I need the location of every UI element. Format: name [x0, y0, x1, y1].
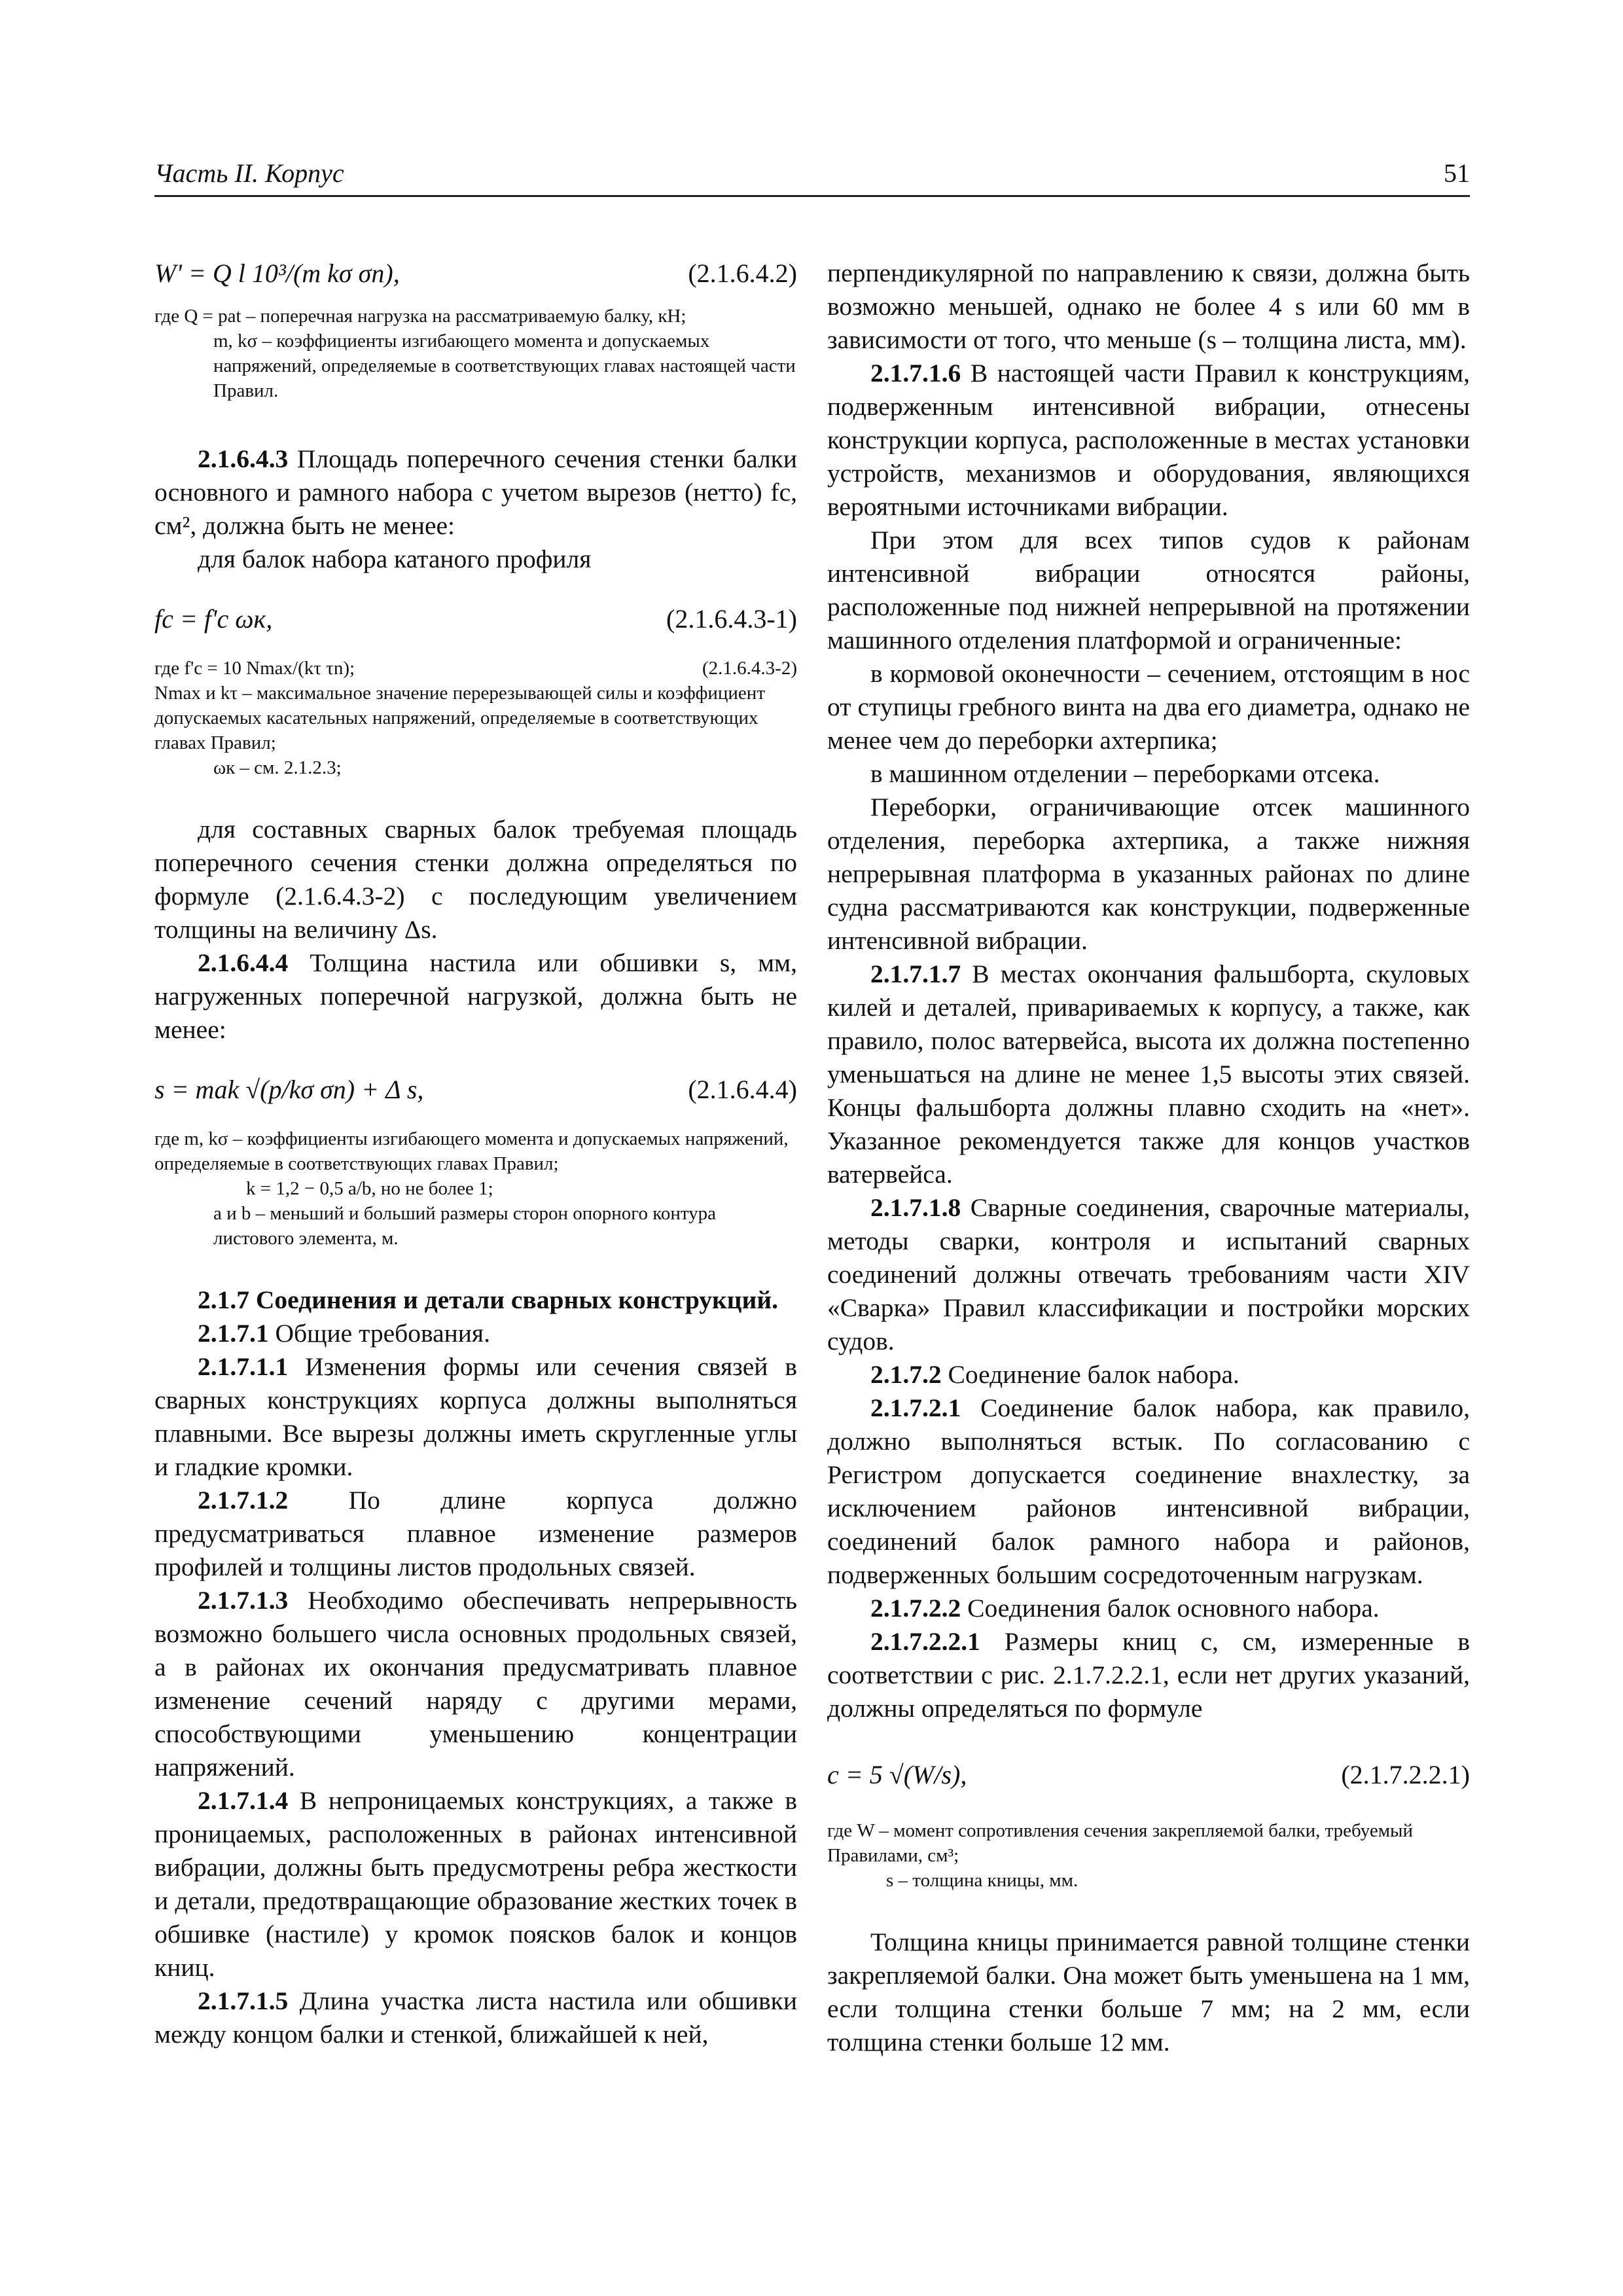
legend-item: где Q = pat – поперечная нагрузка на рассматриваемую балку, кН;	[154, 306, 687, 327]
formula-legend	[827, 1818, 1470, 1893]
paragraph: для составных сварных балок требуемая площадь поперечного сечения стенки должна определяться по формуле (2.1.6.4.3-2) с последующим увеличением толщины на величину Δs.	[154, 815, 797, 944]
paragraph: Толщина кницы принимается равной толщине стенки закрепляемой балки. Она может быть уменьшена на 1 мм, если толщина стенки больше 7 мм; на 2 мм, если толщина стенки больше 12 мм.	[827, 1928, 1470, 2056]
formula-number: (2.1.6.4.4)	[688, 1075, 797, 1104]
paragraph: 2.1.6.4.3 Площадь поперечного сечения стенки балки основного и рамного набора с учетом вырезов (нетто) fс, см², должна быть не менее:	[154, 444, 797, 540]
formula-legend	[154, 656, 797, 780]
formula-2-1-6-4-2: W' = Q l 10³/(m kσ σn), (2.1.6.4.2)	[154, 257, 797, 291]
paragraph: 2.1.7.1.4 В непроницаемых конструкциях, а также в проницаемых, расположенных в районах интенсивной вибрации, должны быть предусмотрены ребра жесткости и детали, предотвращающие образование жестких точек в обшивке (настиле) у кромок поясков балок и концов книц.	[154, 1786, 797, 1982]
paragraph: 2.1.7.2.1 Соединение балок набора, как правило, должно выполняться встык. По согласованию с Регистром допускается соединение внахлестку, за исключением районов интенсивной вибрации, соединений балок рамного набора и районов, подверженных большим сосредоточенным нагрузкам.	[827, 1393, 1470, 1589]
paragraph: 2.1.7.1.8 Сварные соединения, сварочные материалы, методы сварки, контроля и испытаний сварных соединений должны отвечать требованиям части XIV «Сварка» Правил классификации и постройки морских судов.	[827, 1193, 1470, 1355]
legend-item: s – толщина кницы, мм.	[886, 1870, 1079, 1891]
running-title: Часть II. Корпус	[154, 158, 344, 188]
legend-item: где W – момент сопротивления сечения закрепляемой балки, требуемый Правилами, см³;	[827, 1820, 1414, 1866]
paragraph: Переборки, ограничивающие отсек машинного отделения, переборка ахтерпика, а также нижняя непрерывная платформа в указанных районах по длине судна рассматриваются как конструкции, подверженные интенсивной вибрации.	[827, 793, 1470, 955]
legend-item: m, kσ – коэффициенты изгибающего момента и допускаемых напряжений, определяемые в соответствующих главах настоящей части Правил.	[213, 331, 796, 401]
left-column	[154, 257, 797, 2051]
formula-legend	[154, 304, 797, 403]
legend-item: k = 1,2 − 0,5 a/b, но не более 1;	[246, 1178, 493, 1199]
paragraph: в кормовой оконечности – сечением, отстоящим в нос от ступицы гребного винта на два его диаметра, однако не менее чем до переборки ахтерпика;	[827, 659, 1470, 755]
paragraph: 2.1.6.4.4 Толщина настила или обшивки s, мм, нагруженных поперечной нагрузкой, должна быть не менее:	[154, 948, 797, 1044]
paragraph: При этом для всех типов судов к районам интенсивной вибрации относятся районы, расположенные под нижней непрерывной на протяжении машинного отделения платформой и ограниченные:	[827, 526, 1470, 655]
legend-item: Nmax и kτ – максимальное значение перерезывающей силы и коэффициент допускаемых касательных напряжений, определяемые в соответствующих главах Правил;	[154, 683, 765, 753]
paragraph: 2.1.7.1 Общие требования.	[198, 1319, 490, 1348]
legend-item: где f'с = 10 Nmax/(kτ τn); (2.1.6.4.3-2)	[154, 658, 797, 679]
paragraph: 2.1.7.1.3 Необходимо обеспечивать непрерывность возможно большего числа основных продольных связей, а в районах их окончания предусматривать плавное изменение сечений наряду с другими мерами, способствующими уменьшению концентрации напряжений.	[154, 1586, 797, 1782]
formula-2-1-7-2-2-1: c = 5 √(W/s), (2.1.7.2.2.1)	[827, 1758, 1470, 1792]
paragraph: 2.1.7.2 Соединение балок набора.	[870, 1360, 1240, 1389]
paragraph: 2.1.7.1.5 Длина участка листа настила или обшивки между концом балки и стенкой, ближайшей к ней,	[154, 1986, 797, 2049]
formula-2-1-6-4-4: s = mak √(p/kσ σn) + Δ s, (2.1.6.4.4)	[154, 1073, 797, 1107]
legend-item: где m, kσ – коэффициенты изгибающего момента и допускаемых напряжений, определяемые в соответствующих главах Правил;	[154, 1128, 789, 1174]
legend-item: ωк – см. 2.1.2.3;	[213, 757, 342, 778]
paragraph: для балок набора катаного профиля	[198, 545, 592, 573]
formula-number: (2.1.7.2.2.1)	[1341, 1760, 1470, 1789]
paragraph: 2.1.7.2.2.1 Размеры книц c, см, измеренные в соответствии с рис. 2.1.7.2.2.1, если нет других указаний, должны определяться по формуле	[827, 1627, 1470, 1723]
page-number: 51	[1444, 158, 1470, 188]
paragraph: 2.1.7.1.6 В настоящей части Правил к конструкциям, подверженным интенсивной вибрации, отнесены конструкции корпуса, расположенные в местах установки устройств, механизмов и оборудования, являющихся вероятными источниками вибрации.	[827, 359, 1470, 521]
paragraph: 2.1.7.1.2 По длине корпуса должно предусматриваться плавное изменение размеров профилей и толщины листов продольных связей.	[154, 1486, 797, 1581]
paragraph: 2.1.7.2.2 Соединения балок основного набора.	[870, 1594, 1380, 1623]
page-header	[154, 157, 1470, 197]
formula-legend	[154, 1126, 797, 1251]
section-heading: 2.1.7 Соединения и детали сварных конструкций.	[198, 1285, 778, 1314]
paragraph: 2.1.7.1.1 Изменения формы или сечения связей в сварных конструкциях корпуса должны выполняться плавными. Все вырезы должны иметь скругленные углы и гладкие кромки.	[154, 1352, 797, 1481]
right-column	[827, 257, 1470, 2059]
paragraph: перпендикулярной по направлению к связи, должна быть возможно меньшей, однако не более 4 s или 60 мм в зависимости от того, что меньше (s – толщина листа, мм).	[827, 259, 1470, 354]
paragraph: в машинном отделении – переборками отсека.	[870, 759, 1380, 788]
formula-number: (2.1.6.4.2)	[688, 259, 797, 288]
formula-number: (2.1.6.4.3-1)	[666, 604, 797, 634]
legend-item: a и b – меньший и больший размеры сторон опорного контура листового элемента, м.	[213, 1203, 717, 1249]
paragraph: 2.1.7.1.7 В местах окончания фальшборта, скуловых килей и деталей, привариваемых к корпусу, а также, как правило, полос ватервейса, высота их должна постепенно уменьшаться на длине не менее 1,5 высоты этих связей. Концы фальшборта должны плавно сходить на «нет». Указанное рекомендуется также для концов участков ватервейса.	[827, 960, 1470, 1189]
formula-2-1-6-4-3-1: fс = f'с ωк, (2.1.6.4.3-1)	[154, 602, 797, 636]
